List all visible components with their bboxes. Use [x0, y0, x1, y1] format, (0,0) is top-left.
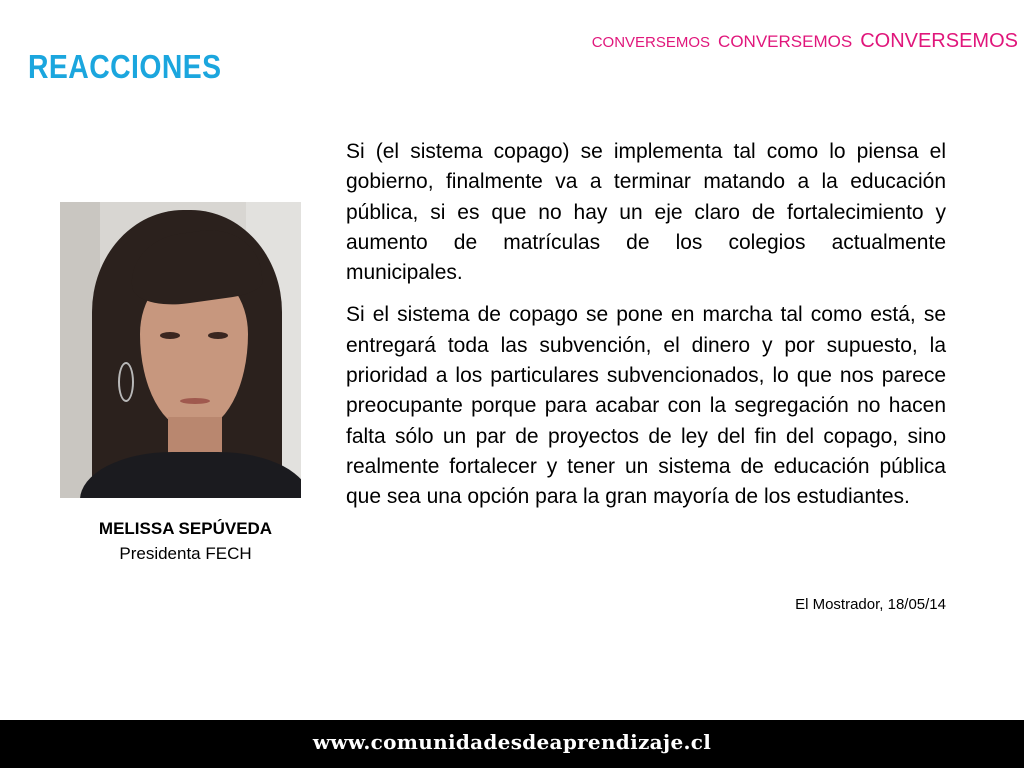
quote-source: El Mostrador, 18/05/14 — [795, 596, 946, 613]
quote-paragraph: Si el sistema de copago se pone en marcha tal como está, se entregará toda las subvención, el dinero y por supuesto, la prioridad a los particulares subvencionados, lo que nos parece preocupante porque para acabar con la segregación no hacen falta sólo un par de proyectos de ley del fin del copago, sino realmente fortalecer y tener un sistema de educación pública que sea una opción para la gran mayoría de los estudiantes. — [346, 303, 946, 509]
quote-paragraph: Si (el sistema copago) se implementa tal como lo piensa el gobierno, finalmente va a terminar matando a la educación pública, si es que no hay un eje claro de fortalecimiento y aumento de matrículas de los colegios actualmente municipales. — [346, 140, 946, 285]
portrait-photo — [60, 202, 301, 498]
tagline — [584, 28, 1018, 56]
person-name: MELISSA SEPÚVEDA — [98, 519, 273, 538]
person-role: Presidenta FECH — [119, 544, 252, 563]
footer-bar — [0, 720, 1024, 768]
page-title: REACCIONES — [28, 48, 222, 85]
quote-block — [346, 137, 946, 525]
tagline-word: CONVERSEMOS — [591, 34, 711, 51]
photo-caption — [60, 516, 311, 566]
tagline-word: CONVERSEMOS — [718, 32, 853, 51]
footer-url[interactable]: www.comunidadesdeaprendizaje.cl — [312, 730, 712, 754]
tagline-word: CONVERSEMOS — [860, 30, 1018, 52]
